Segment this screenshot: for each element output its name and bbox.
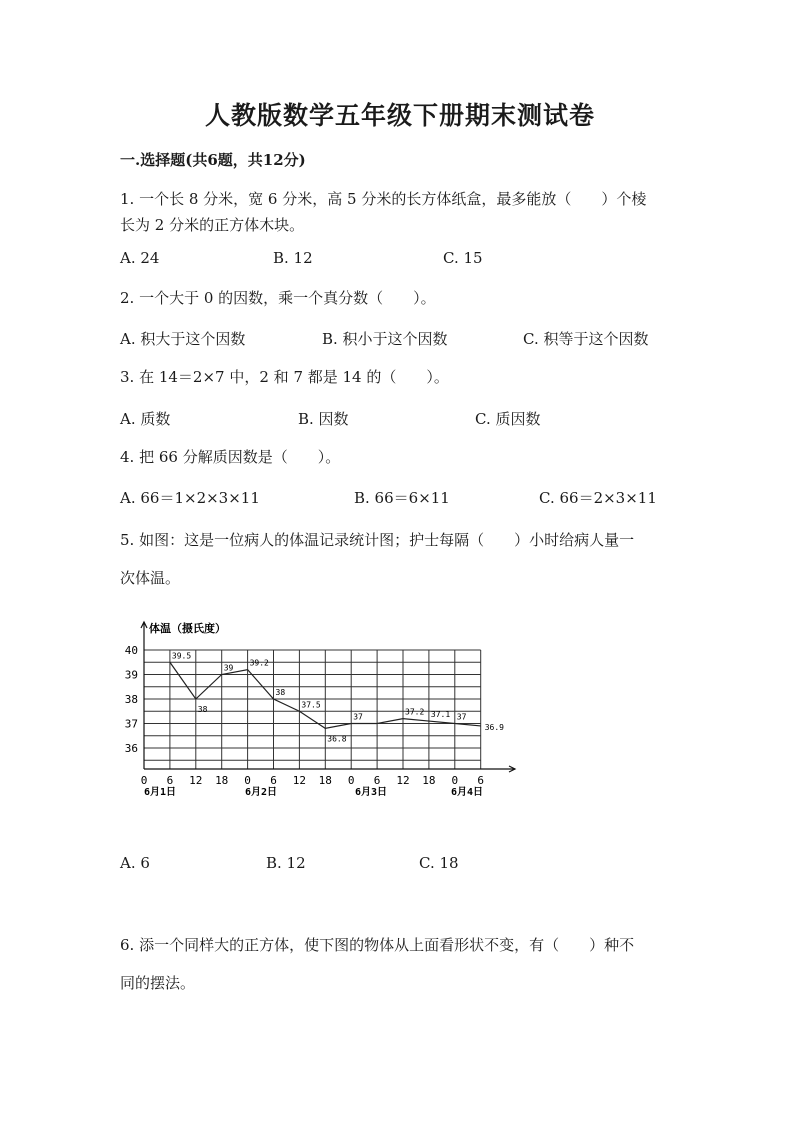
data-label: 38 [275, 688, 286, 697]
question-1 [120, 186, 680, 238]
y-tick-label: 39 [124, 668, 138, 682]
question-text-line: 3. 在 14＝2×7 中，2 和 7 都是 14 的（ ）。 [120, 368, 449, 386]
option-c[interactable]: C. 18 [419, 854, 459, 872]
option-c[interactable]: C. 质因数 [475, 410, 541, 428]
chart-axes [125, 622, 515, 798]
x-tick-label: 12 [396, 774, 410, 787]
data-label: 39 [223, 663, 234, 673]
day-label: 6月3日 [354, 787, 388, 798]
option-b[interactable]: B. 因数 [298, 410, 349, 428]
chart-series [170, 651, 504, 743]
x-tick-label: 18 [422, 774, 436, 787]
question-6 [120, 926, 680, 1002]
data-label: 37 [353, 712, 363, 722]
option-a[interactable]: A. 积大于这个因数 [120, 330, 246, 348]
data-label: 36.9 [484, 722, 504, 732]
option-a[interactable]: A. 质数 [120, 410, 171, 428]
day-label: 6月2日 [244, 787, 278, 798]
x-tick-label: 18 [318, 774, 332, 787]
option-a[interactable]: A. 66＝1×2×3×11 [120, 489, 260, 507]
option-b[interactable]: B. 66＝6×11 [354, 489, 450, 507]
question-text-line: 5. 如图：这是一位病人的体温记录统计图；护士每隔（ ）小时给病人量一 [120, 531, 635, 549]
x-tick-label: 6 [373, 774, 381, 787]
data-label: 38 [197, 705, 208, 714]
option-b[interactable]: B. 积小于这个因数 [322, 330, 448, 348]
page-title: 人教版数学五年级下册期末测试卷 [204, 101, 595, 130]
question-5 [120, 521, 680, 597]
temperature-chart [118, 612, 528, 807]
y-tick-label: 36 [124, 742, 138, 755]
x-tick-label: 12 [189, 774, 203, 787]
section-heading: 一.选择题(共6题，共12分) [120, 151, 306, 169]
question-2 [120, 285, 680, 311]
question-text-line: 2. 一个大于 0 的因数，乘一个真分数（ ）。 [120, 289, 436, 307]
option-a[interactable]: A. 24 [120, 249, 160, 267]
y-tick-label: 37 [124, 717, 138, 731]
question-4 [120, 444, 680, 470]
x-tick-label: 18 [215, 774, 229, 787]
x-tick-label: 0 [244, 774, 251, 787]
data-label: 37.5 [301, 700, 321, 710]
chart-title: 体温（摄氏度） [149, 622, 226, 635]
data-label: 36.8 [327, 734, 347, 744]
day-label: 6月4日 [450, 787, 484, 798]
x-tick-label: 6 [270, 774, 277, 787]
question-text-line: 1. 一个长 8 分米，宽 6 分米，高 5 分米的长方体纸盒，最多能放（ ）个棱 [120, 190, 647, 208]
option-c[interactable]: C. 66＝2×3×11 [539, 489, 657, 507]
x-tick-label: 0 [140, 774, 148, 787]
question-text-line: 次体温。 [120, 569, 181, 587]
options-q2 [120, 328, 680, 352]
options-q5 [120, 854, 680, 878]
options-q4 [120, 487, 680, 511]
options-q3 [120, 408, 680, 432]
question-text-line: 4. 把 66 分解质因数是（ ）。 [120, 448, 341, 466]
data-label: 39.2 [249, 658, 269, 668]
options-q1 [120, 249, 680, 273]
question-text-line: 同的摆法。 [120, 974, 196, 992]
data-label: 37.2 [405, 707, 425, 717]
day-label: 6月1日 [143, 787, 177, 798]
data-label: 37 [456, 712, 467, 722]
x-tick-label: 6 [166, 774, 174, 787]
question-3 [120, 364, 680, 390]
data-label: 37.1 [430, 710, 451, 720]
x-tick-label: 12 [292, 774, 307, 787]
question-text-line: 长为 2 分米的正方体木块。 [120, 216, 305, 234]
option-b[interactable]: B. 12 [273, 249, 313, 267]
x-tick-label: 6 [477, 774, 485, 787]
question-text-line: 6. 添一个同样大的正方体，使下图的物体从上面看形状不变，有（ ）种不 [120, 936, 635, 954]
y-tick-label: 38 [124, 693, 138, 706]
x-tick-label: 0 [347, 774, 355, 787]
option-c[interactable]: C. 积等于这个因数 [523, 330, 649, 348]
data-label: 39.5 [171, 651, 192, 661]
option-c[interactable]: C. 15 [443, 249, 483, 267]
option-a[interactable]: A. 6 [120, 854, 150, 872]
option-b[interactable]: B. 12 [266, 854, 306, 872]
x-tick-label: 0 [451, 774, 459, 787]
y-tick-label: 40 [124, 644, 138, 657]
